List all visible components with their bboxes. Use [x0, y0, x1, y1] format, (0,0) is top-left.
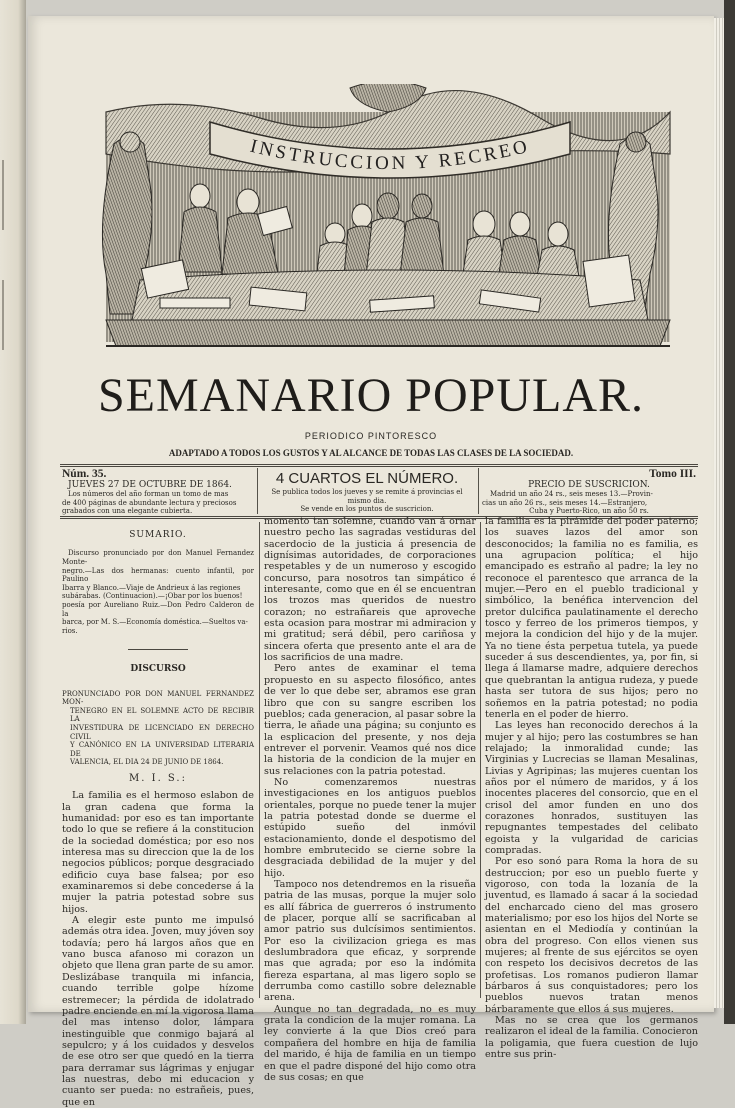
page-stack-edge	[714, 18, 724, 1008]
article-paragraph: A elegir este punto me impulsó además otra idea. Joven, muy jóven soy todavía; pero há largos años que en vano busca afanoso mi corazon un objeto que llena gran parte de su amor. Deslizábase tranquila mi infancia, cuando terrible golpe hízome estremecer; la pérdida de idolatrado padre enciende en mí la vigorosa llama del mas intenso dolor, lámpara inestinguible que conmigo bajará al sepulcro; y á los cuidados y desvelos de ese otro ser que quedó en la tierra para derramar sus lágrimas y enjugar las nuestras, debo mi educacion y cuanto ser pueda: no estrañeis, pues, que en	[62, 915, 254, 1108]
issue-note-line: grabados con una elegante cubierta.	[62, 507, 193, 515]
header-divider	[478, 468, 479, 514]
header-rule	[60, 464, 698, 467]
sumario-line: negro.—Las dos hermanas: cuento infantil, por Paulino	[62, 566, 254, 584]
facing-page-ornament	[2, 280, 18, 350]
sumario-line: subárabas. (Continuacion).—¡Obar por los buenos!	[62, 592, 243, 601]
article-paragraph: Por eso sonó para Roma la hora de su destruccion; por eso un pueblo fuerte y vigoroso, con toda la lozanía de la juventud, es llamado á sacar á la sociedad del encharcado cieno del mas grosero materialismo; por eso los hijos del Norte se asientan en el Mediodía y continúan la obra del progreso. Con ellos vienen sus mujeres; al frente de sus ejércitos se oyen con respeto los decisivos decretos de las profetisas. Los romanos pudieron llamar bárbaros á sus conquistadores; pero los pueblos nuevos tratan menos bárbaramente que ellos á sus mujeres.	[485, 856, 698, 1015]
facing-page-edge	[0, 0, 26, 1024]
subscription-line: cias un año 26 rs., seis meses 14.—Estranjero,	[482, 498, 648, 507]
column-3	[485, 516, 698, 1061]
volume-number: Tomo III.	[649, 468, 696, 480]
article-paragraph: Pero antes de examinar el tema propuesto en su aspecto filosófico, antes de ver lo que debe ser, abramos ese gran libro que con su sangre escriben los pueblos; cada generacion, al pasar sobre la tierra, le añade una página; su conjunto es la esplicacion del presente, y nos deja entrever el porvenir. Veamos qué nos dice la historia de la condicion de la mujer en sus relaciones con la patria potestad.	[264, 663, 476, 777]
article-salutation: M. I. S.:	[129, 772, 187, 784]
price-line: Se vende en los puntos de suscricion.	[300, 505, 434, 513]
price-headline: 4 CUARTOS EL NÚMERO.	[275, 470, 459, 487]
subscription-line: Cuba y Puerto-Rico, un año 50 rs.	[529, 507, 649, 515]
section-rule	[128, 649, 188, 650]
issue-date: JUEVES 27 DE OCTUBRE DE 1864.	[68, 480, 232, 490]
issue-info	[62, 468, 252, 516]
column-divider	[259, 522, 260, 998]
article-paragraph: Tampoco nos detendremos en la risueña patria de las musas, porque la mujer solo es allí fábrica de guerreros ó instrumento de placer, porque allí se sacrificaban al amor patrio sus dulcísimos sentimientos. Por eso la civilizacion griega es mas deslumbradora que eficaz, y sorprende mas que agrada; por eso la indómita fiereza espartana, al mas ligero soplo se derrumba como castillo sobre deleznable arena.	[264, 879, 476, 1004]
column-divider	[480, 522, 481, 998]
sumario-line: Discurso pronunciado por don Manuel Fernandez Monte-	[62, 549, 254, 566]
article-paragraph: Aunque no tan degradada, no es muy grata la condicion de la mujer romana. La ley convierte á la que Dios creó para compañera del hombre en hija de familia del marido, é hija de familia en un tiempo en que el padre disponé del hijo como otra de sus cosas; en que	[264, 1003, 476, 1083]
article-lead-line: PRONUNCIADO POR DON MANUEL FERNANDEZ MON-	[62, 689, 254, 707]
article-lead-line: TENEGRO EN EL SOLEMNE ACTO DE RECIBIR LA	[70, 706, 254, 724]
reading-table	[132, 270, 648, 320]
column-1	[62, 530, 254, 1108]
column-2	[264, 516, 476, 1083]
price-line: Se publica todos los jueves y se remite á provincias el mismo dia.	[271, 488, 463, 505]
masthead-engraving	[100, 84, 676, 366]
issue-note-line: Los números del año forman un tomo de mas	[68, 490, 229, 498]
newspaper-page	[28, 16, 714, 1108]
article-heading: DISCURSO	[130, 664, 186, 675]
article-paragraph: momento tan solemne, cuando van á ornar nuestro pecho las sagradas vestiduras del sacerdocio de la justicia á presencia de dignísimas autoridades, de corporaciones respetables y de un numeroso y escogido concurso, para nosotros tan simpático é interesante, como que en él se encuentran los trozos mas queridos de nuestro corazon; no estrañareis que aproveche esta ocasion para mostrar mi admiracion y mi gratitud; será débil, pero cariñosa y sincera oferta que presento ante el ara de los sacrificios de una madre.	[264, 516, 476, 664]
masthead-motto: ADAPTADO A TODOS LOS GUSTOS Y AL ALCANCE DE TODAS LAS CLASES DE LA SOCIEDAD.	[168, 448, 574, 458]
article-paragraph: Mas no se crea que los germanos realizaron el ideal de la familia. Conocieron la poligamia, que fuera cuestion de lujo entre sus prin-	[485, 1015, 698, 1061]
article-paragraph: Las leyes han reconocido derechos á la mujer y al hijo; pero las costumbres se han relajado; la inmoralidad cunde; las Virginias y Lucrecias se llaman Mesalinas, Livias y Agripinas; las mujeres cuentan los años por el número de maridos, y á los inocentes placeres del consorcio, que en el crisol del amor funden en uno dos corazones honrados, sustituyen las repugnantes tempestades del celibato egoista y la vulgaridad de caricias compradas.	[485, 720, 698, 856]
article-lead-line: VALENCIA, EL DIA 24 DE JUNIO DE 1864.	[70, 758, 224, 767]
subscription-line: Madrid un año 24 rs., seis meses 13.—Provin-	[490, 490, 653, 498]
sumario-line: Ibarra y Blanco.—Viaje de Andrieux á las regiones	[62, 583, 241, 592]
article-lead-line: Y CANÓNICO EN LA UNIVERSIDAD LITERARIA DE	[70, 741, 254, 758]
banner-text: INSTRUCCION Y RECREO	[248, 135, 532, 175]
article-lead	[62, 690, 254, 767]
issue-number: Núm. 35.	[62, 468, 107, 480]
article-paragraph: No comenzaremos nuestras investigaciones en los antiguos pueblos orientales, porque no puede tener la mujer la patria potestad donde se duerme el estúpido sueño del inmóvil estacionamiento, donde el despotismo del hombre embrutecido se cierne sobre la desgraciada debilidad de la mujer y del hijo.	[264, 776, 476, 879]
subscription-info	[482, 468, 696, 516]
price-info	[260, 470, 474, 514]
sumario-heading: SUMARIO.	[129, 530, 187, 540]
article-paragraph: la familia es la pirámide del poder paterno; los suaves lazos del amor son desconocidos; la familia no es familia, es una agrupacion política; el hijo emancipado es estraño al padre; la ley no reconoce el parentesco que arranca de la mujer.—Pero en el pueblo tradicional y simbólico, la benéfica intervencion del pretor dulcifica paulatinamente el derecho tosco y ferreo de los primeros tiempos, y mejora la condicion del hijo y de la mujer. Ya no tiene ésta perpetua tutela, ya puede suceder á sus descendientes, ya, por fin, si llega á llamarse madre, adquiere derechos que quebrantan la antigua rudeza, y puede hasta ser tutora de sus hijos; pero no soñemos en la patria potestad; no podia tenerla en el poder de hierro.	[485, 516, 698, 720]
scan-border	[724, 0, 735, 1024]
sumario-line: rios.	[62, 626, 78, 635]
masthead-subtitle: PERIODICO PINTORESCO	[304, 431, 438, 441]
masthead-title: SEMANARIO POPULAR.	[97, 369, 645, 422]
engraving-base	[106, 320, 670, 346]
article-lead-line: INVESTIDURA DE LICENCIADO EN DERECHO CIVIL	[70, 724, 254, 741]
subscription-heading: PRECIO DE SUSCRICION.	[528, 480, 650, 490]
article-paragraph: La familia es el hermoso eslabon de la gran cadena que forma la humanidad: por eso es tan importante todo lo que se refiere á la constitucion de la sociedad doméstica; por eso nos interesa mas su direccion que la de los negocios públicos; porque desgraciado edificio cuya base falsea; por eso examinaremos si debe concederse á la mujer la patria potestad sobre sus hijos.	[62, 790, 254, 915]
issue-note-line: de 400 páginas de abundante lectura y preciosos	[62, 498, 237, 507]
header-divider	[257, 468, 258, 514]
sumario-line: barca, por M. S.—Economía doméstica.—Sueltos va-	[62, 618, 248, 627]
sumario-line: poesía por Aureliano Ruiz.—Don Pedro Calderon de la	[62, 600, 254, 618]
facing-page-ornament	[2, 160, 18, 230]
sumario-body	[62, 549, 254, 635]
